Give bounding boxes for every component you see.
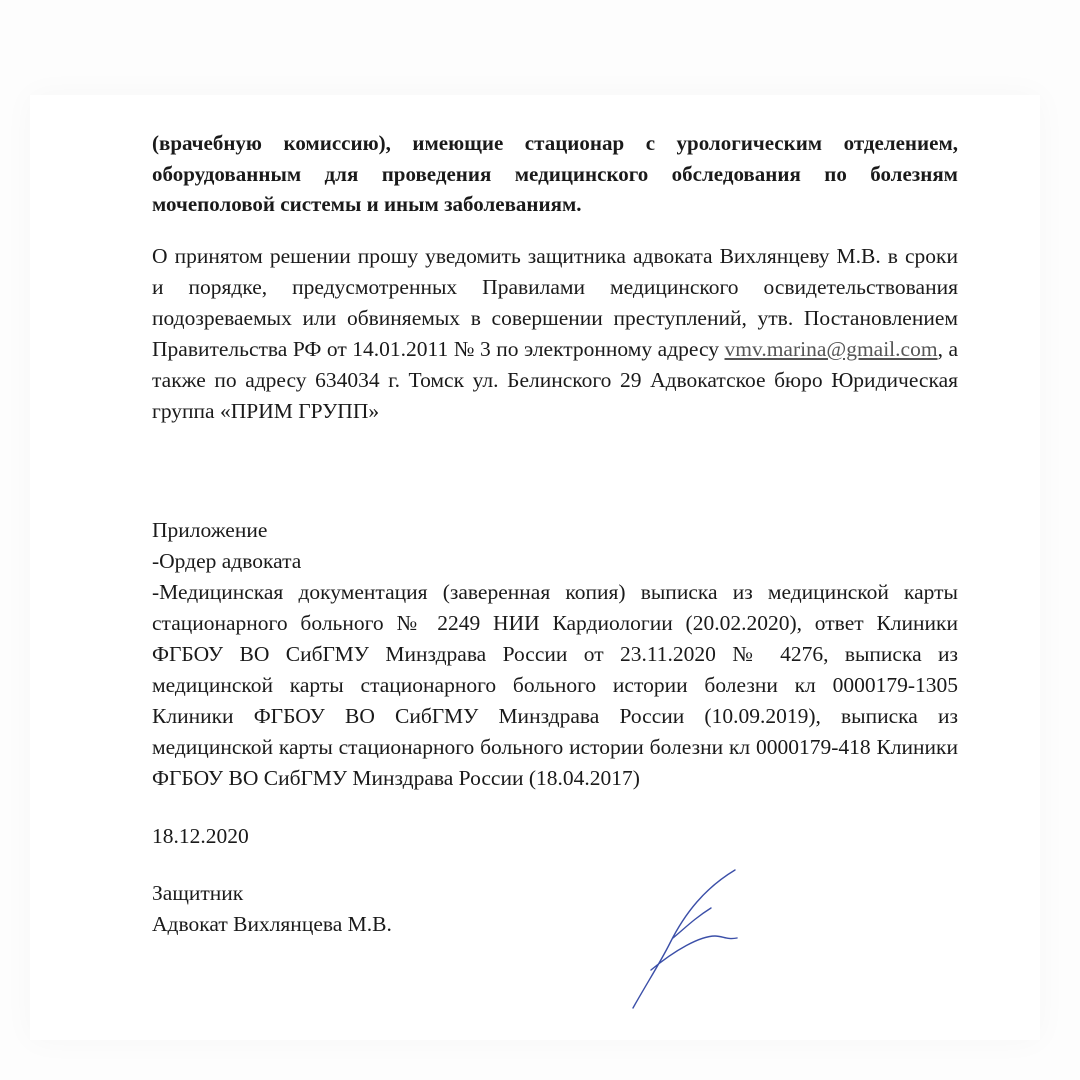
signer-block [152, 878, 958, 940]
signer-role: Защитник [152, 881, 244, 905]
appendix-item-order: -Ордер адвоката [152, 549, 302, 573]
notice-text-before: О принятом решении прошу уведомить защитника адвоката Вихлянцеву М.В. в сроки и порядке, предусмотренных Правилами медицинского освидетельствования подозреваемых или обвиняемых в совершении преступлений, утв. Постановлением Правительства РФ от 14.01.2011 № 3 по электронному адресу [152, 244, 958, 361]
appendix-heading: Приложение [152, 518, 268, 542]
email-link[interactable]: vmv.marina@gmail.com [724, 337, 938, 361]
signer-name: Адвокат Вихлянцева М.В. [152, 912, 392, 936]
handwritten-signature [615, 868, 765, 1018]
appendix-item-medical-docs: -Медицинская документация (заверенная копия) выписка из медицинской карты стационарного больного № 2249 НИИ Кардиологии (20.02.2020), ответ Клиники ФГБОУ ВО СибГМУ Минздрава России от 23.11.2020 № 4276, выписка из медицинской карты стационарного больного истории болезни кл 0000179-1305 Клиники ФГБОУ ВО СибГМУ Минздрава России (10.09.2019), выписка из медицинской карты стационарного больного истории болезни кл 0000179-418 Клиники ФГБОУ ВО СибГМУ Минздрава России (18.04.2017) [152, 580, 958, 790]
bold-paragraph: (врачебную комиссию), имеющие стационар с урологическим отделением, оборудованным для проведения медицинского обследования по болезням мочеполовой системы и иным заболеваниям. [152, 131, 958, 216]
notice-paragraph [152, 241, 958, 427]
notice-block [152, 241, 958, 427]
date-block [152, 821, 958, 852]
appendix-block [152, 515, 958, 794]
document-date: 18.12.2020 [152, 824, 249, 848]
notice-text-after: , а также по адресу 634034 г. Томск ул. Белинского 29 Адвокатское бюро Юридическая группа «ПРИМ ГРУПП» [152, 337, 959, 423]
bold-paragraph-block [152, 128, 958, 220]
